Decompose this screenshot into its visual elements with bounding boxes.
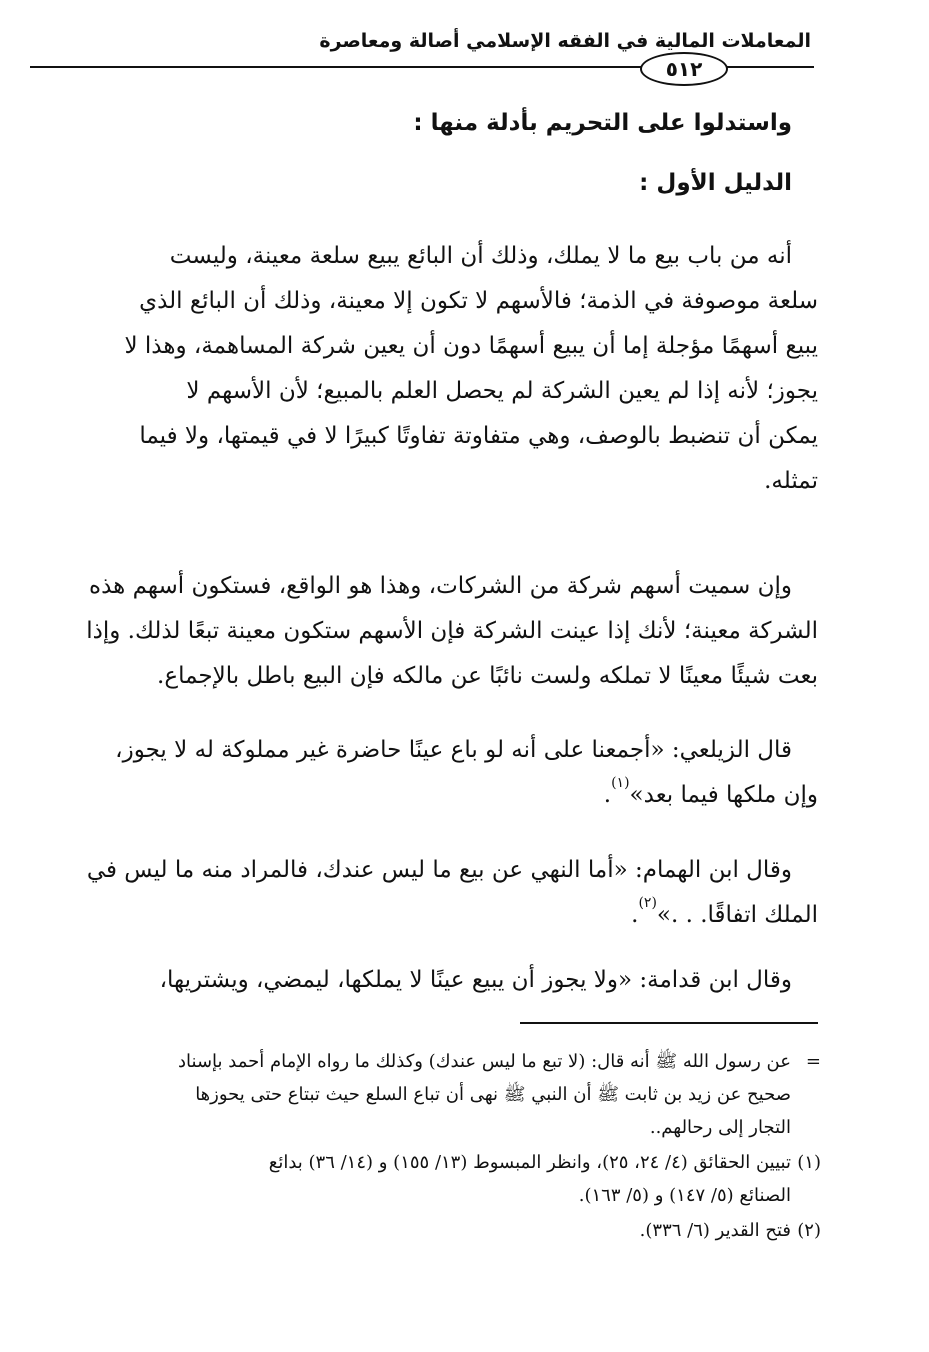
footnotes <box>51 1045 821 1247</box>
intro-line: واستدلوا على التحريم بأدلة منها : <box>413 110 792 136</box>
paragraph-line: وقال ابن الهمام: «أما النهي عن بيع ما ليس عندك، فالمراد منه ما ليس في <box>86 857 792 883</box>
paragraph-line: سلعة موصوفة في الذمة؛ فالأسهم لا تكون إلا معينة، وذلك أن البائع الذي <box>139 288 818 314</box>
page-number: ٥١٢ <box>640 52 728 86</box>
paragraph-line: وقال ابن قدامة: «ولا يجوز أن يبيع عينًا لا يملكها، ليمضي، ويشتريها، <box>159 967 792 993</box>
paragraph-line: يبيع أسهمًا مؤجلة إما أن يبيع أسهمًا دون أن يعين شركة المساهمة، وهذا لا <box>124 333 818 359</box>
quote-text: وإن ملكها فيما بعد» <box>629 782 818 808</box>
footnote-1-line: الصنائع (٥/ ١٤٧) و (٥/ ١٦٣). <box>578 1185 791 1206</box>
paragraph-line: بعت شيئًا معينًا لا تملكه ولست نائبًا عن مالكه فإن البيع باطل بالإجماع. <box>157 663 818 689</box>
footnote-rule <box>520 1022 818 1024</box>
paragraph-3 <box>52 728 818 818</box>
paragraph-line: أنه من باب بيع ما لا يملك، وذلك أن البائع يبيع سلعة معينة، وليست <box>169 243 792 269</box>
paragraph-line: قال الزيلعي: «أجمعنا على أنه لو باع عينًا حاضرة غير مملوكة له لا يجوز، <box>115 737 792 763</box>
paragraph-line: وإن سميت أسهم شركة من الشركات، وهذا هو الواقع، فستكون أسهم هذه <box>89 573 792 599</box>
footnote-continuation-line: صحيح عن زيد بن ثابت ﷺ أن النبي ﷺ نهى أن تباع السلع حيث تبتاع حتى يحوزها <box>195 1084 791 1105</box>
footnote-continuation-line: التجار إلى رحالهم.. <box>649 1117 791 1138</box>
paragraph-5 <box>52 958 818 1003</box>
footnote-2-marker: (٢) <box>797 1220 821 1241</box>
paragraph-line: الشركة معينة؛ لأنك إذا عينت الشركة فإن الأسهم ستكون معينة تبعًا لذلك. وإذا <box>86 618 818 644</box>
paragraph-1 <box>52 234 818 504</box>
paragraph-line: يمكن أن تنضبط بالوصف، وهي متفاوتة تفاوتًا كبيرًا لا في قيمتها، ولا فيما <box>139 423 818 449</box>
paragraph-line: يجوز؛ لأنه إذا لم يعين الشركة لم يحصل العلم بالمبيع؛ لأن الأسهم لا <box>186 378 818 404</box>
footnote-1: (١)تبيين الحقائق (٤/ ٢٤، ٢٥)، وانظر المبسوط (١٣/ ١٥٥) و (١٤/ ٣٦) بدائع <box>51 1146 821 1179</box>
paragraph-2 <box>52 564 818 699</box>
paragraph-4 <box>52 848 818 938</box>
footnote-ref-1: (١) <box>611 775 630 791</box>
footnote-1-marker: (١) <box>797 1152 821 1173</box>
continuation-marker: = <box>805 1051 821 1072</box>
paragraph-line: تمثله. <box>764 468 818 494</box>
footnote-ref-2: (٢) <box>638 895 657 911</box>
section-heading: الدليل الأول : <box>639 170 792 196</box>
paragraph-line: وإن ملكها فيما بعد»$^{(١)}$. <box>603 775 818 808</box>
paragraph-line: الملك اتفاقًا. . .»$^{(٢)}$. <box>631 895 818 928</box>
footnote-continuation-line: =عن رسول الله ﷺ أنه قال: (لا تبع ما ليس عندك) وكذلك ما رواه الإمام أحمد بإسناد <box>51 1045 821 1078</box>
running-title: المعاملات المالية في الفقه الإسلامي أصالة ومعاصرة <box>319 30 811 52</box>
footnote-2: (٢)فتح القدير (٦/ ٣٣٦). <box>51 1214 821 1247</box>
quote-text: الملك اتفاقًا. . .» <box>656 902 818 928</box>
